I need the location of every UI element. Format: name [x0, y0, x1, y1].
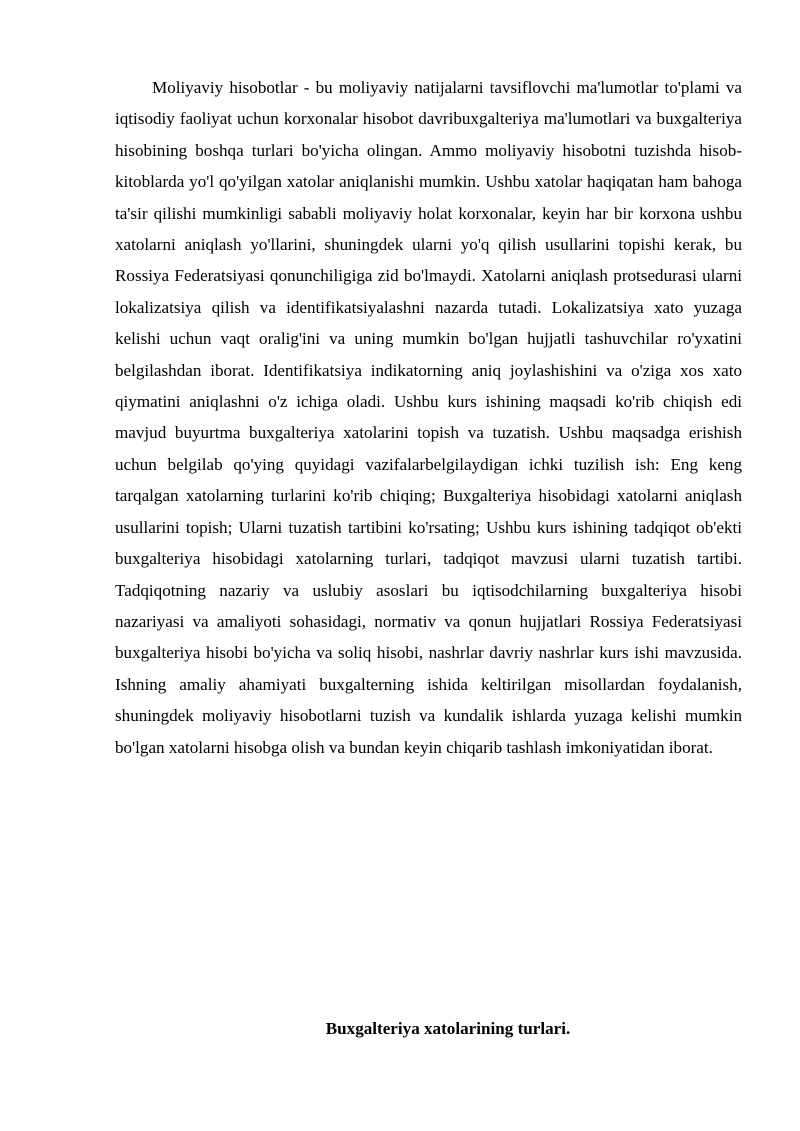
section-heading: Buxgalteriya xatolarining turlari. — [325, 1019, 571, 1038]
body-paragraph: Moliyaviy hisobotlar - bu moliyaviy natijalarni tavsiflovchi ma'lumotlar to'plami va iqtisodiy faoliyat uchun korxonalar hisobot davribuxgalteriya ma'lumotlari va buxgalteriya hisobining boshqa turlari bo'yicha olingan. Ammo moliyaviy hisobotni tuzishda hisob-kitoblarda yo'l qo'yilgan xatolar aniqlanishi mumkin. Ushbu xatolar haqiqatan ham bahoga ta'sir qilishi mumkinligi sababli moliyaviy holat korxonalar, keyin har bir korxona ushbu xatolarni aniqlash yo'llarini, shuningdek ularni yo'q qilish usullarini topishi kerak, bu Rossiya Federatsiyasi qonunchiligiga zid bo'lmaydi. Xatolarni aniqlash protsedurasi ularni lokalizatsiya qilish va identifikatsiyalashni nazarda tutadi. Lokalizatsiya xato yuzaga kelishi uchun vaqt oralig'ini va uning mumkin bo'lgan hujjatli tashuvchilar ro'yxatini belgilashdan iborat. Identifikatsiya indikatorning aniq joylashishini va o'ziga xos xato qiymatini aniqlashni o'z ichiga oladi. Ushbu kurs ishining maqsadi ko'rib chiqish edi mavjud buyurtma buxgalteriya xatolarini topish va tuzatish. Ushbu maqsadga erishish uchun belgilab qo'ying quyidagi vazifalarbelgilaydigan ichki tuzilish ish: Eng keng tarqalgan xatolarning turlarini ko'rib chiqing; Buxgalteriya hisobidagi xatolarni aniqlash usullarini topish; Ularni tuzatish tartibini ko'rsating; Ushbu kurs ishining tadqiqot ob'ekti buxgalteriya hisobidagi xatolarning turlari, tadqiqot mavzusi ularni tuzatish tartibi. Tadqiqotning nazariy va uslubiy asoslari bu iqtisodchilarning buxgalteriya hisobi nazariyasi va amaliyoti sohasidagi, normativ va qonun hujjatlari Rossiya Federatsiyasi buxgalteriya hisobi bo'yicha va soliq hisobi, nashrlar davriy nashrlar kurs ishi mavzusida. Ishning amaliy ahamiyati buxgalterning ishida keltirilgan misollardan foydalanish, shuningdek moliyaviy hisobotlarni tuzish va kundalik ishlarda yuzaga kelishi mumkin bo'lgan xatolarni hisobga olish va bundan keyin chiqarib tashlash imkoniyatidan iborat. — [115, 78, 742, 757]
